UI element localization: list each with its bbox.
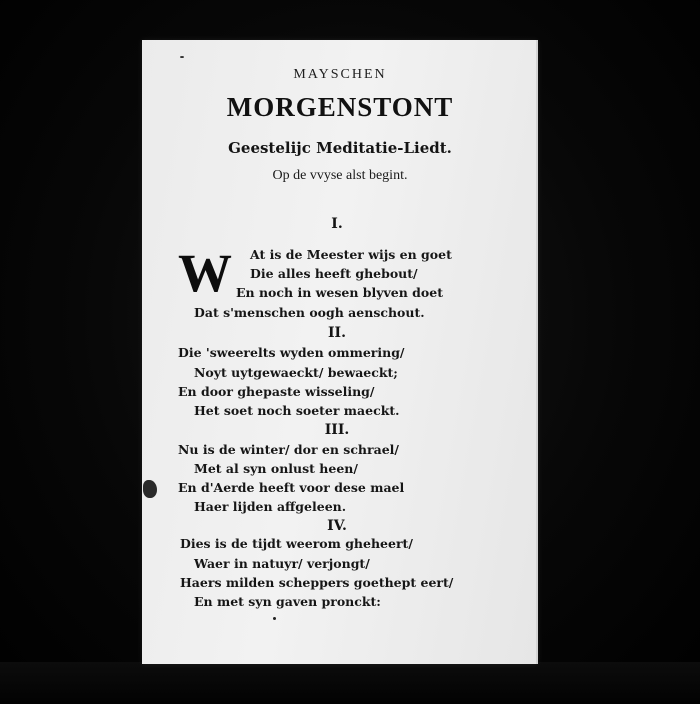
stanza-numeral: II. xyxy=(328,325,346,341)
verse-line: En met syn gaven pronckt: xyxy=(194,594,381,609)
title-main: MORGENSTONT xyxy=(226,92,454,122)
verse-line: Die 'sweerelts wyden ommering/ xyxy=(178,345,405,360)
book-page xyxy=(142,40,538,664)
ink-speck xyxy=(180,56,184,58)
stanza-numeral: IV. xyxy=(327,518,347,534)
subtitle: Geestelijc Meditatie-Liedt. xyxy=(228,139,452,157)
verse-line: Waer in natuyr/ verjongt/ xyxy=(194,556,370,571)
page-edge xyxy=(536,40,538,664)
verse-line: En door ghepaste wisseling/ xyxy=(178,384,375,399)
verse-line: Het soet noch soeter maeckt. xyxy=(194,403,400,418)
tune-note: Op de vvyse alst begint. xyxy=(272,168,408,183)
title-small: MAYSCHEN xyxy=(293,67,387,82)
drop-cap: W xyxy=(178,243,232,303)
verse-line: Dat s'menschen oogh aenschout. xyxy=(194,305,425,320)
verse-line: En d'Aerde heeft voor dese mael xyxy=(178,480,405,495)
verse-line: At is de Meester wijs en goet xyxy=(250,247,452,262)
ink-blot xyxy=(143,480,157,498)
verse-line: Haer lijden affgeleen. xyxy=(194,499,347,514)
ink-dot xyxy=(273,617,276,620)
verse-line: Nu is de winter/ dor en schrael/ xyxy=(178,442,399,457)
verse-line: Haers milden scheppers goethept eert/ xyxy=(180,575,454,590)
stanza-numeral: III. xyxy=(324,422,350,438)
verse-line: Noyt uytgewaeckt/ bewaeckt; xyxy=(194,365,398,380)
verse-line: Die alles heeft ghebout/ xyxy=(250,266,418,281)
verse-line: Dies is de tijdt weerom gheheert/ xyxy=(180,536,413,551)
stanza-numeral: I. xyxy=(331,216,343,232)
shadow-floor xyxy=(0,662,700,704)
verse-line: Met al syn onlust heen/ xyxy=(194,461,358,476)
verse-line: En noch in wesen blyven doet xyxy=(236,285,443,300)
